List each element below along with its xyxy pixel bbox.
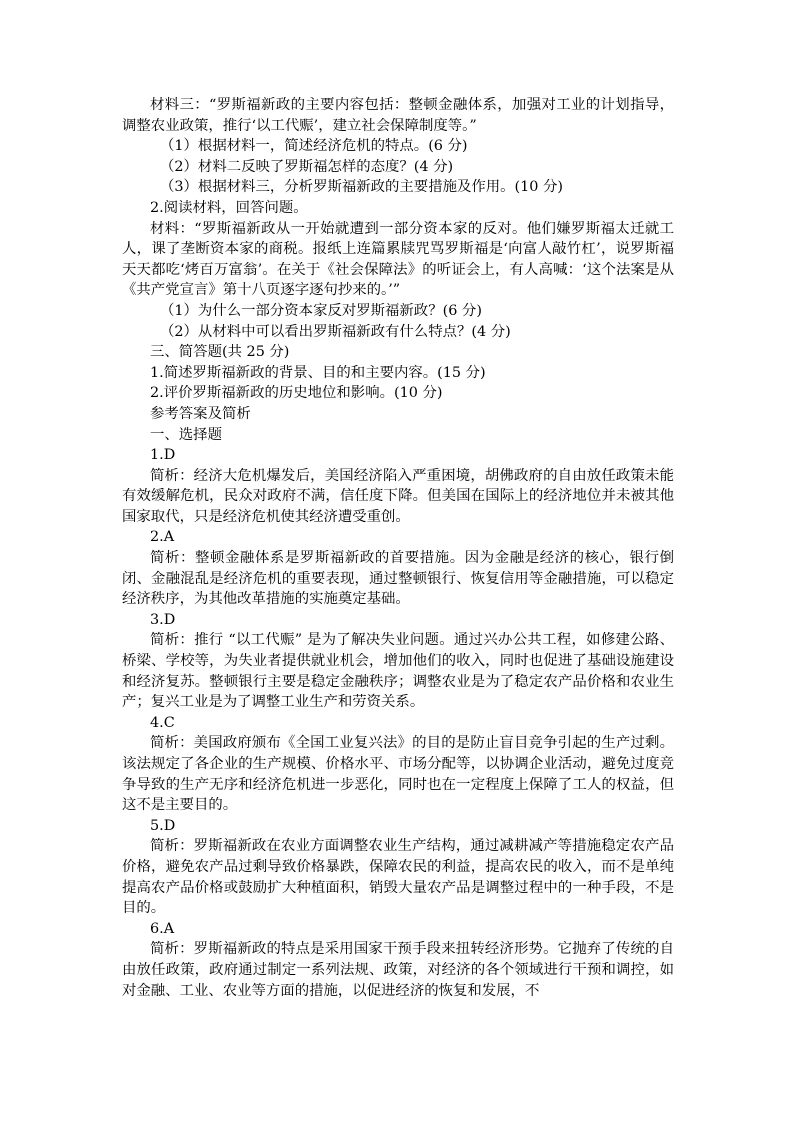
- paragraph: 参考答案及简析: [150, 405, 251, 422]
- paragraph: （1）为什么一部分资本家反对罗斯福新政？(6 分): [160, 302, 482, 319]
- paragraph: 2.评价罗斯福新政的历史地位和影响。(10 分): [150, 385, 443, 402]
- paragraph: （3）根据材料三，分析罗斯福新政的主要措施及作用。(10 分): [160, 179, 564, 196]
- paragraph: 三、简答题(共 25 分): [150, 344, 290, 361]
- paragraph: 简析：罗斯福新政在农业方面调整农业生产结构，通过减耕减产等措施稳定农产品价格，避免农产品过剩导致价格暴跌，保障农民的利益，提高农民的收入，而不是单纯提高农产品价格或鼓励扩大种植面积，销毁大量农产品是调整过程中的一种手段，不是目的。: [122, 838, 674, 917]
- paragraph: 简析：经济大危机爆发后，美国经济陷入严重困境，胡佛政府的自由放任政策未能有效缓解危机，民众对政府不满，信任度下降。但美国在国际上的经济地位并未被其他国家取代，只是经济危机使其经济遭受重创。: [122, 467, 674, 525]
- paragraph: 简析：美国政府颁布《全国工业复兴法》的目的是防止盲目竞争引起的生产过剩。该法规定了各企业的生产规模、价格水平、市场分配等，以协调企业活动，避免过度竞争导致的生产无序和经济危机进一步恶化，同时也在一定程度上保障了工人的权益，但这不是主要目的。: [122, 735, 674, 814]
- paragraph: 2.A: [150, 529, 175, 546]
- paragraph: 一、选择题: [150, 426, 222, 443]
- paragraph: 5.D: [150, 817, 176, 834]
- paragraph: 1.D: [150, 447, 176, 464]
- paragraph: （2）从材料中可以看出罗斯福新政有什么特点？(4 分): [160, 323, 511, 340]
- paragraph: 6.A: [150, 920, 175, 937]
- paragraph: 简析：推行 “以工代赈” 是为了解决失业问题。通过兴办公共工程，如修建公路、桥梁、学校等，为失业者提供就业机会，增加他们的收入，同时也促进了基础设施建设和经济复苏。整顿银行主要是稳定金融秩序；调整农业是为了稳定农产品价格和农业生产；复兴工业是为了调整工业生产和劳资关系。: [122, 632, 674, 711]
- paragraph: （1）根据材料一，简述经济危机的特点。(6 分): [160, 138, 468, 155]
- paragraph: 3.D: [150, 611, 176, 628]
- document-body: [122, 95, 674, 1001]
- paragraph: （2）材料二反映了罗斯福怎样的态度？(4 分): [160, 158, 454, 175]
- paragraph: 材料：“罗斯福新政从一开始就遭到一部分资本家的反对。他们嫌罗斯福太迁就工人，课了垄断资本家的商税。报纸上连篇累牍咒骂罗斯福是‘向富人敲竹杠’，说罗斯福天天都吃‘烤百万富翁’。在关于《社会保障法》的听证会上，有人高喊：‘这个法案是从《共产党宣言》第十八页逐字逐句抄来的。’”: [122, 220, 674, 299]
- paragraph: 4.C: [150, 714, 175, 731]
- paragraph: 简析：整顿金融体系是罗斯福新政的首要措施。因为金融是经济的核心，银行倒闭、金融混乱是经济危机的重要表现，通过整顿银行、恢复信用等金融措施，可以稳定经济秩序，为其他改革措施的实施奠定基础。: [122, 550, 674, 608]
- paragraph: 1.简述罗斯福新政的背景、目的和主要内容。(15 分): [150, 364, 486, 381]
- paragraph: 材料三：“罗斯福新政的主要内容包括：整顿金融体系，加强对工业的计划指导，调整农业政策，推行‘以工代赈’，建立社会保障制度等。”: [122, 97, 674, 134]
- paragraph: 简析：罗斯福新政的特点是采用国家干预手段来扭转经济形势。它抛弃了传统的自由放任政策，政府通过制定一系列法规、政策，对经济的各个领域进行干预和调控，如对金融、工业、农业等方面的措施，以促进经济的恢复和发展，不: [122, 941, 674, 999]
- paragraph: 2.阅读材料，回答问题。: [150, 199, 308, 216]
